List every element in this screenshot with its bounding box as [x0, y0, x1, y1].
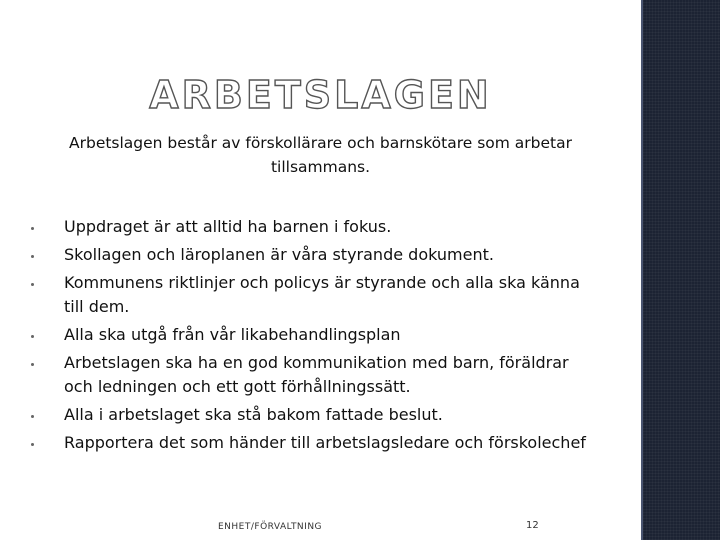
bullet-text: Alla ska utgå från vår likabehandlingsplan — [64, 325, 401, 344]
bullet-icon — [31, 283, 34, 286]
bullet-item — [0, 215, 600, 239]
bullet-icon — [31, 363, 34, 366]
bullet-icon — [31, 255, 34, 258]
bullet-icon — [31, 443, 34, 446]
bullet-item — [0, 323, 600, 347]
bullet-item — [0, 403, 600, 427]
decorative-side-panel — [641, 0, 720, 540]
bullet-icon — [31, 415, 34, 418]
intro-text: Arbetslagen består av förskollärare och barnskötare som arbetar tillsammans. — [69, 134, 572, 176]
bullet-item — [0, 351, 600, 399]
bullet-text: Rapportera det som händer till arbetslagsledare och förskolechef — [64, 433, 586, 452]
bullet-text: Alla i arbetslaget ska stå bakom fattade beslut. — [64, 405, 443, 424]
bullet-item — [0, 271, 600, 319]
bullet-text: Uppdraget är att alltid ha barnen i fokus. — [64, 217, 392, 236]
bullet-icon — [31, 227, 34, 230]
bullet-item — [0, 243, 600, 267]
page-number: 12 — [526, 520, 539, 531]
bullet-item — [0, 431, 600, 455]
bullet-text: Skollagen och läroplanen är våra styrande dokument. — [64, 245, 494, 264]
bullet-text: Kommunens riktlinjer och policys är styrande och alla ska känna till dem. — [64, 273, 580, 316]
bullet-list — [0, 215, 600, 459]
bullet-icon — [31, 335, 34, 338]
bullet-text: Arbetslagen ska ha en god kommunikation med barn, föräldrar och ledningen och ett gott förhållningssätt. — [64, 353, 569, 396]
slide-title: ARBETSLAGEN — [149, 73, 492, 117]
footer-label: ENHET/FÖRVALTNING — [218, 522, 323, 532]
